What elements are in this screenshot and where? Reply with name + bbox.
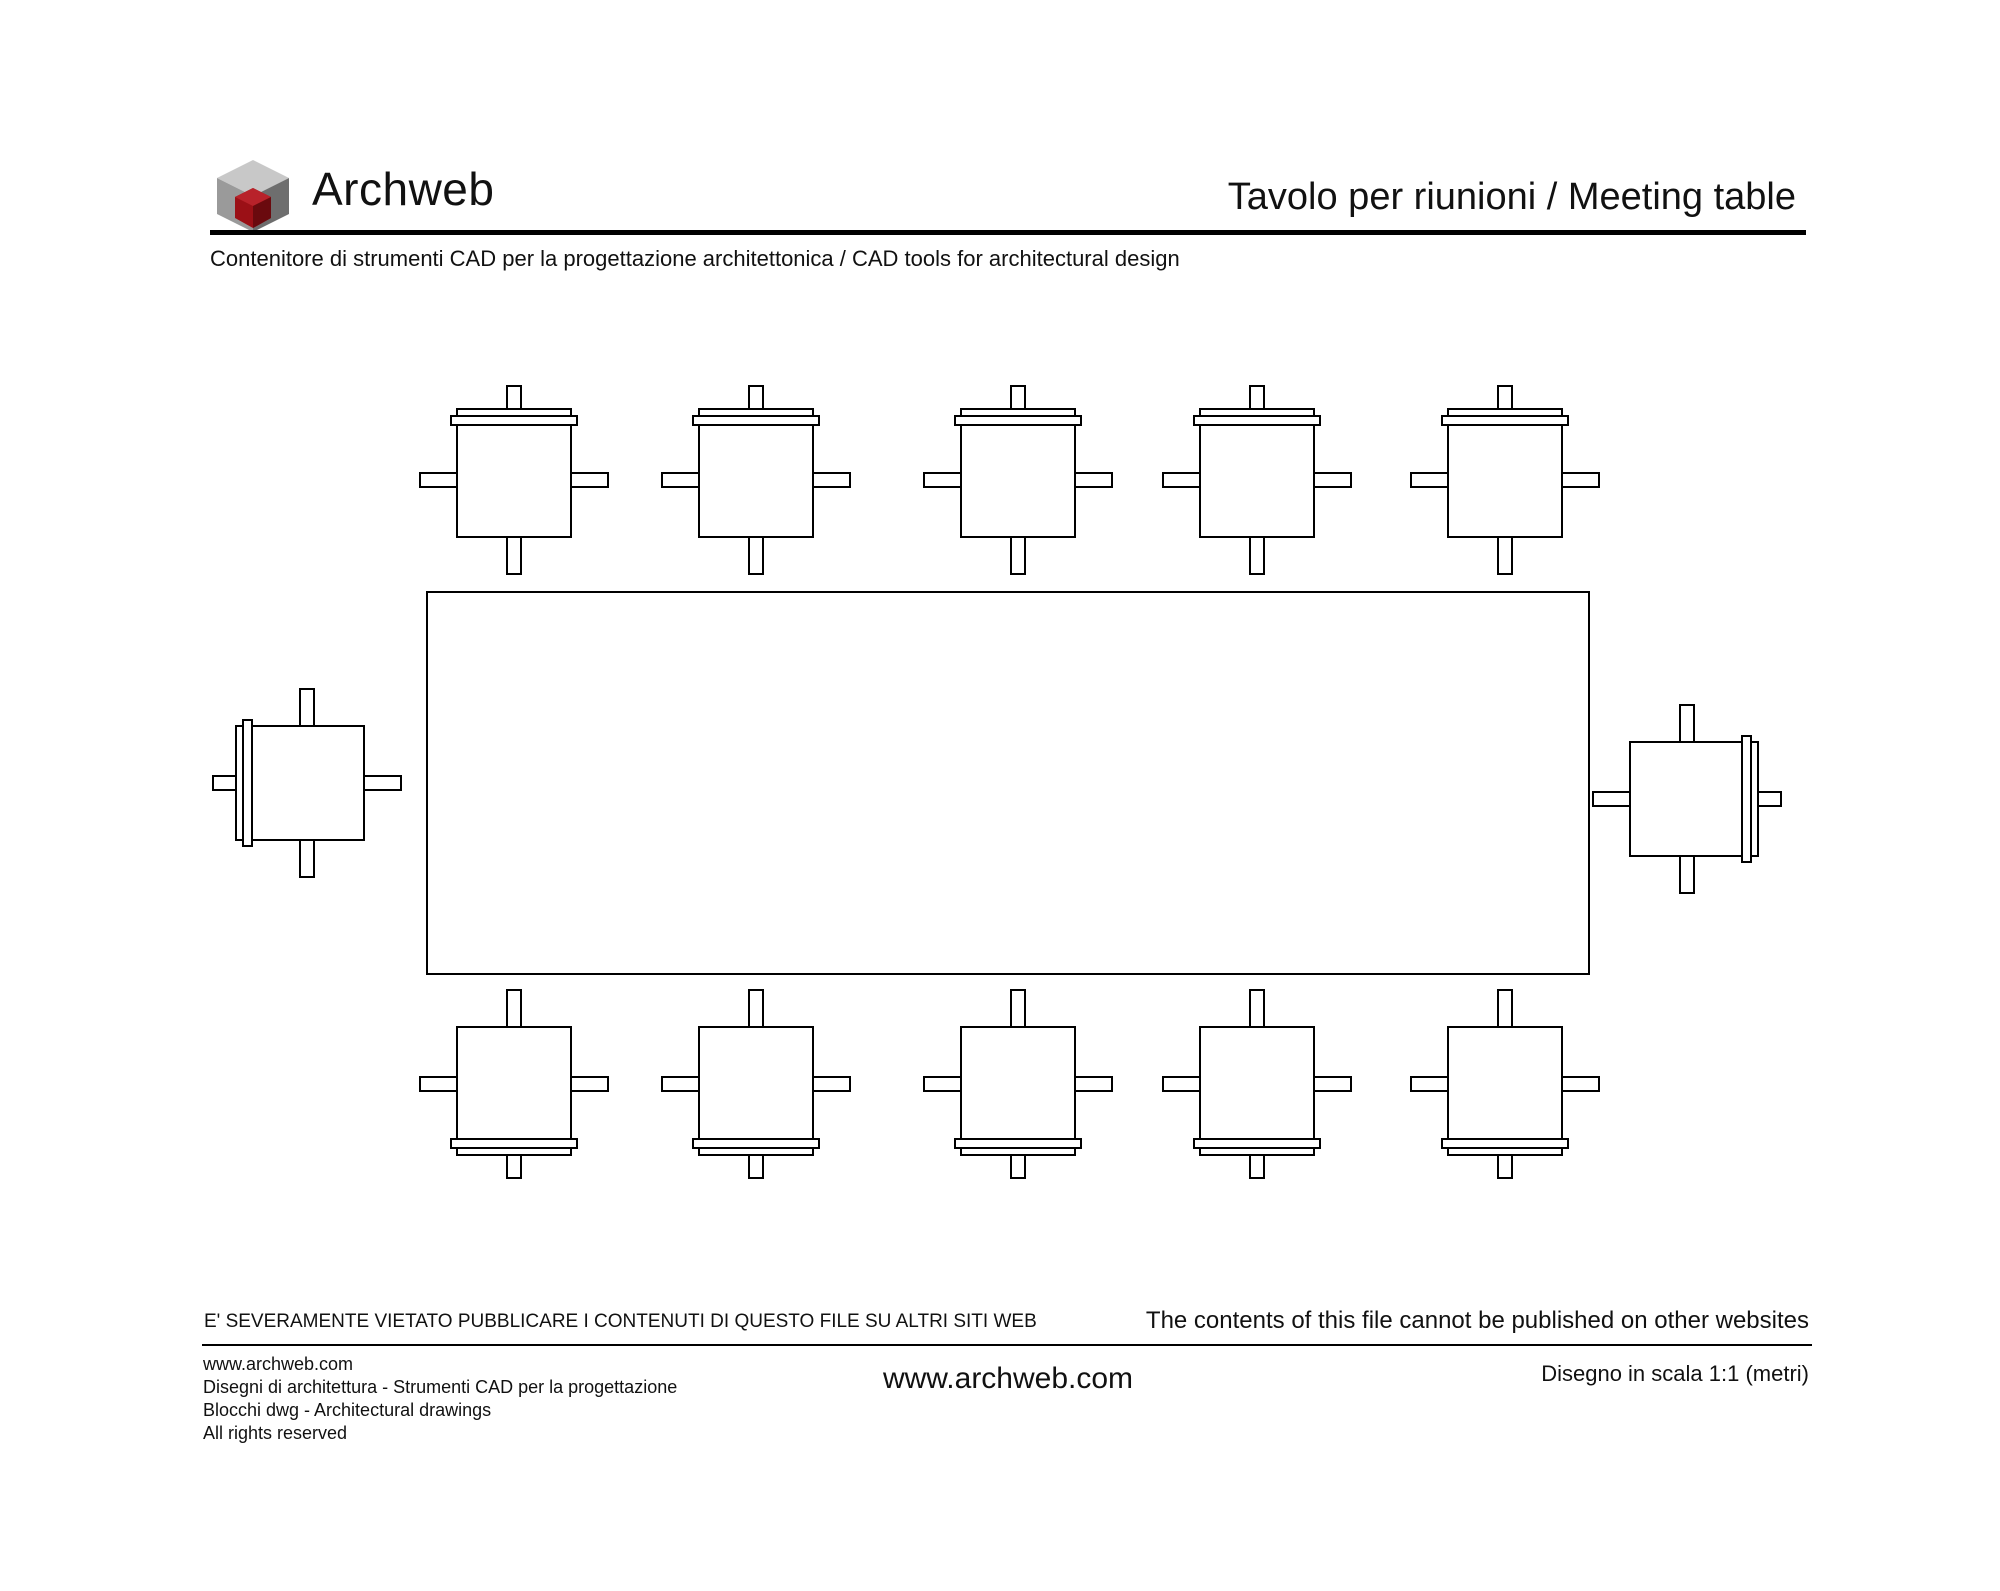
footer-info-line: Disegni di architettura - Strumenti CAD per la progettazione <box>203 1377 678 1397</box>
chair-arm <box>420 1077 457 1091</box>
chair-backrest <box>1442 416 1568 425</box>
chair-arm <box>749 990 763 1027</box>
chair <box>213 689 401 877</box>
chair-seat <box>457 423 571 537</box>
chair-seat <box>1200 423 1314 537</box>
chair-seat <box>1630 742 1744 856</box>
chair-arm <box>1411 473 1448 487</box>
chair-arm <box>924 473 961 487</box>
chair <box>662 990 850 1178</box>
chair-arm <box>420 473 457 487</box>
chair-arm <box>1250 537 1264 574</box>
chair <box>1163 386 1351 574</box>
chair-arm <box>1011 537 1025 574</box>
footer-info-line: www.archweb.com <box>203 1354 354 1374</box>
chair-seat <box>699 1027 813 1141</box>
footer-info-line: All rights reserved <box>203 1423 348 1443</box>
chair-arm <box>571 1077 608 1091</box>
chair-arm <box>813 1077 850 1091</box>
chair-arm <box>507 990 521 1027</box>
chair <box>662 386 850 574</box>
chair-arm <box>1593 792 1630 806</box>
chair-backrest <box>1742 736 1751 862</box>
chair-seat <box>961 423 1075 537</box>
chair-arm <box>1562 1077 1599 1091</box>
chair <box>420 386 608 574</box>
chair-seat <box>1448 423 1562 537</box>
chair-seat <box>250 726 364 840</box>
chair-arm <box>1075 473 1112 487</box>
drawing-subtitle: Contenitore di strumenti CAD per la progettazione architettonica / CAD tools for architectural design <box>210 246 1180 271</box>
chair-arm <box>1498 537 1512 574</box>
chair <box>1163 990 1351 1178</box>
chair-arm <box>1011 990 1025 1027</box>
chair-arm <box>1075 1077 1112 1091</box>
chair-arm <box>507 537 521 574</box>
chair-backrest <box>243 720 252 846</box>
chair-arm <box>1411 1077 1448 1091</box>
chair-arm <box>1680 705 1694 742</box>
chair-arm <box>300 689 314 726</box>
chair-arm <box>1562 473 1599 487</box>
chair-arm <box>1498 990 1512 1027</box>
footer-info-line: Blocchi dwg - Architectural drawings <box>203 1400 492 1420</box>
chair-arm <box>1163 1077 1200 1091</box>
chair <box>924 386 1112 574</box>
chair <box>1411 386 1599 574</box>
chair-arm <box>300 840 314 877</box>
meeting-table <box>427 592 1589 974</box>
copyright-warning-english: The contents of this file cannot be published on other websites <box>1145 1307 1809 1334</box>
chair-backrest <box>1194 416 1320 425</box>
chair-seat <box>1448 1027 1562 1141</box>
chair-arm <box>662 473 699 487</box>
chair-seat <box>699 423 813 537</box>
chair <box>924 990 1112 1178</box>
chair-backrest <box>1442 1139 1568 1148</box>
chair-arm <box>813 473 850 487</box>
chair-backrest <box>1194 1139 1320 1148</box>
footer-url: www.archweb.com <box>882 1362 1134 1395</box>
chair-backrest <box>693 416 819 425</box>
chair-backrest <box>955 1139 1081 1148</box>
chair <box>1411 990 1599 1178</box>
chair-backrest <box>693 1139 819 1148</box>
chair-backrest <box>955 416 1081 425</box>
footer-divider <box>202 1344 1812 1346</box>
chair <box>1593 705 1781 893</box>
chair-arm <box>662 1077 699 1091</box>
chair-arm <box>1314 1077 1351 1091</box>
chair-backrest <box>451 1139 577 1148</box>
drawing-title: Tavolo per riunioni / Meeting table <box>1227 176 1796 218</box>
chair-arm <box>749 537 763 574</box>
chair-arm <box>924 1077 961 1091</box>
chair-backrest <box>451 416 577 425</box>
chair-arm <box>1250 990 1264 1027</box>
brand-name: Archweb <box>312 163 495 215</box>
chair-seat <box>1200 1027 1314 1141</box>
chair-seat <box>961 1027 1075 1141</box>
chair-arm <box>1163 473 1200 487</box>
copyright-warning-italian: E' SEVERAMENTE VIETATO PUBBLICARE I CONTENUTI DI QUESTO FILE SU ALTRI SITI WEB <box>204 1311 1037 1332</box>
chair <box>420 990 608 1178</box>
chair-arm <box>1314 473 1351 487</box>
chair-seat <box>457 1027 571 1141</box>
chair-arm <box>571 473 608 487</box>
chair-arm <box>1680 856 1694 893</box>
scale-note: Disegno in scala 1:1 (metri) <box>1541 1361 1809 1386</box>
chair-arm <box>364 776 401 790</box>
